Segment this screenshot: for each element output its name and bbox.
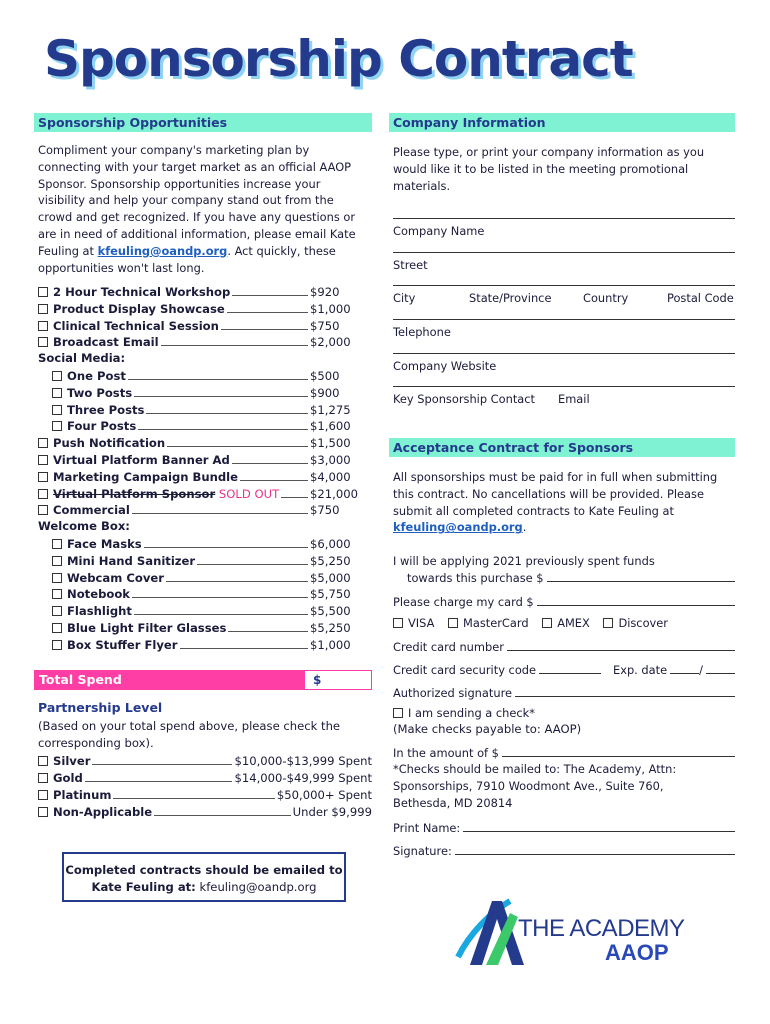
- applying-line2: towards this purchase $: [407, 571, 544, 585]
- item-2-price: $750: [310, 318, 340, 333]
- intro-email-link[interactable]: kfeuling@oandp.org: [97, 243, 228, 258]
- item2-0-label: [38, 436, 165, 450]
- auth-signature-row[interactable]: [393, 683, 735, 700]
- welcome-6-label: [52, 638, 178, 652]
- leader-line: [227, 312, 308, 313]
- total-spend-field[interactable]: $: [304, 670, 372, 690]
- welcome-4-text: Flashlight: [67, 604, 132, 619]
- item-1-price: $1,000: [310, 301, 351, 316]
- applying-amount-field[interactable]: [547, 581, 735, 582]
- discover-label: Discover: [618, 616, 668, 630]
- social-1-text: Two Posts: [67, 385, 133, 400]
- welcome-box-label: Welcome Box:: [38, 519, 130, 534]
- leader-line: [144, 547, 308, 548]
- social-1-checkbox[interactable]: [52, 388, 62, 398]
- print-name-label: Print Name:: [393, 821, 461, 835]
- partnership-level-1[interactable]: [38, 768, 372, 785]
- email-box-line1: Completed contracts should be emailed to: [65, 863, 343, 877]
- acceptance-text: All sponsorships must be paid for in full when submitting this contract. No cancellations will be provided. Please submit all completed contracts to Kate Feuling at kfeuling@oandp.org.: [393, 470, 718, 535]
- charge-label: Please charge my card $: [393, 595, 534, 609]
- signature-row[interactable]: [393, 841, 735, 858]
- contact-label: Key Sponsorship Contact: [393, 392, 535, 406]
- item-1-text: Product Display Showcase: [53, 301, 225, 316]
- item-1-checkbox[interactable]: [38, 304, 48, 314]
- country-label: Country: [583, 291, 629, 305]
- item-0-label: [38, 285, 230, 299]
- item2-0-text: Push Notification: [53, 436, 166, 451]
- leader-line: [180, 648, 308, 649]
- card-amex[interactable]: [542, 616, 590, 630]
- exp-date-label: Exp. date: [613, 663, 668, 677]
- welcome-1-text: Mini Hand Sanitizer: [67, 553, 196, 568]
- welcome-0-label: [52, 537, 142, 551]
- leader-line: [281, 497, 308, 498]
- partnership-note: (Based on your total spend above, please check the corresponding box).: [38, 719, 341, 750]
- welcome-5-checkbox[interactable]: [52, 623, 62, 633]
- welcome-5-label: [52, 621, 226, 635]
- logo-text-aaop: AAOP: [605, 940, 669, 965]
- email-box-email[interactable]: kfeuling@oandp.org: [199, 880, 317, 894]
- leader-line: [113, 798, 275, 799]
- auth-signature-label: Authorized signature: [393, 686, 513, 700]
- item-1-label: [38, 302, 225, 316]
- acceptance-body: All sponsorships must be paid for in full when submitting this contract. No cancellations will be provided. Please submit all completed contracts to Kate Feuling at: [393, 470, 718, 518]
- welcome-6-price: $1,000: [310, 637, 351, 652]
- partnership-level-range: $10,000-$13,999 Spent: [234, 754, 372, 768]
- telephone-line[interactable]: [393, 319, 735, 320]
- intro-paragraph: [38, 142, 368, 276]
- welcome-5[interactable]: [52, 618, 351, 635]
- welcome-6-checkbox[interactable]: [52, 640, 62, 650]
- social-1[interactable]: [52, 383, 348, 400]
- social-2-label: [52, 403, 144, 417]
- card-discover[interactable]: [603, 616, 668, 630]
- welcome-6[interactable]: [52, 635, 351, 652]
- partnership-level-text: Platinum: [53, 788, 112, 802]
- applying-row[interactable]: [407, 568, 735, 585]
- amex-checkbox[interactable]: [542, 618, 552, 628]
- item2-2-checkbox[interactable]: [38, 472, 48, 482]
- leader-line: [221, 329, 308, 330]
- welcome-6-text: Box Stuffer Flyer: [67, 637, 178, 652]
- website-line[interactable]: [393, 353, 735, 354]
- check-checkbox[interactable]: [393, 708, 403, 718]
- social-1-price: $900: [310, 385, 340, 400]
- card-options: [393, 616, 668, 630]
- item2-1-checkbox[interactable]: [38, 455, 48, 465]
- leader-line: [134, 614, 308, 615]
- welcome-4-checkbox[interactable]: [52, 606, 62, 616]
- welcome-2-text: Webcam Cover: [67, 570, 164, 585]
- social-2-text: Three Posts: [67, 402, 145, 417]
- partnership-checkbox[interactable]: [38, 756, 48, 766]
- website-label: Company Website: [393, 359, 497, 373]
- partnership-level-range: $14,000-$49,999 Spent: [234, 771, 372, 785]
- virtual-platform-sponsor-label: [38, 487, 279, 501]
- welcome-2-price: $5,000: [310, 570, 351, 585]
- welcome-0[interactable]: [52, 534, 351, 551]
- social-1-label: [52, 386, 132, 400]
- item-3-label: [38, 335, 159, 349]
- social-3-text: Four Posts: [67, 419, 137, 434]
- welcome-3-text: Notebook: [67, 587, 131, 602]
- welcome-1-label: [52, 554, 195, 568]
- item-3[interactable]: [38, 332, 351, 350]
- welcome-4[interactable]: [52, 601, 351, 619]
- item-3-checkbox[interactable]: [38, 337, 48, 347]
- partnership-level-text: Non-Applicable: [53, 805, 153, 819]
- item2-0-checkbox[interactable]: [38, 438, 48, 448]
- acceptance-email-link[interactable]: kfeuling@oandp.org: [393, 520, 523, 535]
- company-name-label: Company Name: [393, 224, 485, 238]
- amount-field[interactable]: [502, 756, 735, 757]
- partnership-level-label: [38, 771, 83, 785]
- discover-checkbox[interactable]: [603, 618, 613, 628]
- amount-label: In the amount of $: [393, 746, 499, 760]
- welcome-1-checkbox[interactable]: [52, 556, 62, 566]
- total-spend-label: Total Spend: [34, 670, 304, 690]
- leader-line: [85, 781, 233, 782]
- email-box-name: Kate Feuling at:: [91, 880, 196, 894]
- address-line[interactable]: [393, 285, 735, 286]
- partnership-level-range: Under $9,999: [292, 805, 372, 819]
- street-line[interactable]: [393, 252, 735, 253]
- leader-line: [232, 463, 308, 464]
- charge-amount-field[interactable]: [537, 605, 735, 606]
- item2-0-price: $1,500: [310, 436, 351, 451]
- leader-line: [132, 597, 308, 598]
- cc-security-row[interactable]: [393, 660, 601, 677]
- leader-line: [92, 764, 232, 765]
- item2-1-label: [38, 453, 230, 467]
- virtual-platform-sponsor-checkbox[interactable]: [38, 489, 48, 499]
- cc-number-label: Credit card number: [393, 640, 504, 654]
- intro-text: Compliment your company's marketing plan by connecting with your target market as an official AAOP Sponsor. Sponsorship opportunities increase your visibility and help your company stand out from the crowd and get recognized. If you have any questions or are in need of additional information, please email Kate Feuling at: [38, 143, 356, 258]
- exp-separator: /: [699, 663, 703, 677]
- charge-row[interactable]: [393, 592, 735, 609]
- item-0-price: $920: [310, 285, 340, 299]
- commercial[interactable]: [38, 500, 348, 517]
- email-label: Email: [558, 392, 590, 406]
- leader-line: [134, 396, 308, 397]
- intro-text-end: . Act quickly, these opportunities won't last long.: [38, 243, 336, 275]
- leader-line: [167, 446, 308, 447]
- postal-code-label: Postal Code: [667, 291, 734, 305]
- leader-line: [232, 295, 308, 296]
- partnership-level-text: Gold: [53, 771, 83, 785]
- welcome-2-checkbox[interactable]: [52, 573, 62, 583]
- contact-line[interactable]: [393, 386, 735, 387]
- welcome-5-text: Blue Light Filter Glasses: [67, 621, 227, 635]
- welcome-2-label: [52, 571, 164, 585]
- cc-number-row[interactable]: [393, 637, 735, 654]
- leader-line: [138, 429, 308, 430]
- city-label: City: [393, 291, 416, 305]
- email-instructions-box: [62, 852, 346, 902]
- welcome-4-price: $5,500: [310, 604, 351, 619]
- company-information-header: Company Information: [389, 113, 735, 132]
- virtual-platform-sponsor[interactable]: [38, 484, 358, 501]
- welcome-3-price: $5,750: [310, 587, 351, 602]
- applying-line1: I will be applying 2021 previously spent funds: [393, 554, 655, 568]
- item-2-label: [38, 319, 219, 333]
- partnership-level-title: Partnership Level: [38, 700, 163, 715]
- commercial-text: Commercial: [53, 503, 130, 518]
- item-1[interactable]: [38, 299, 351, 316]
- cc-security-field[interactable]: [539, 673, 601, 674]
- item-3-price: $2,000: [310, 335, 351, 350]
- social-0-price: $500: [310, 369, 340, 383]
- welcome-1[interactable]: [52, 551, 351, 568]
- partnership-checkbox[interactable]: [38, 807, 48, 817]
- leader-line: [154, 815, 291, 816]
- item-2-text: Clinical Technical Session: [53, 318, 219, 333]
- mail-note: *Checks should be mailed to: The Academy, Attn: Sponsorships, 7910 Woodmont Ave., Suite 760, Bethesda, MD 20814: [393, 762, 677, 810]
- signature-label: Signature:: [393, 844, 452, 858]
- social-0[interactable]: [52, 366, 348, 383]
- total-spend: [34, 670, 372, 690]
- welcome-2[interactable]: [52, 568, 351, 585]
- item2-2-price: $4,000: [310, 469, 351, 484]
- item2-1[interactable]: [38, 450, 351, 467]
- page-title: Sponsorship Contract: [44, 30, 633, 88]
- signature-field[interactable]: [455, 854, 735, 855]
- item2-1-text: Virtual Platform Banner Ad: [53, 453, 230, 467]
- street-label: Street: [393, 258, 428, 272]
- social-2-checkbox[interactable]: [52, 405, 62, 415]
- virtual-platform-sponsor-price: $21,000: [310, 486, 358, 501]
- virtual-platform-sponsor-text: Virtual Platform Sponsor: [53, 486, 216, 501]
- social-media-label: Social Media:: [38, 351, 126, 366]
- partnership-checkbox[interactable]: [38, 773, 48, 783]
- leader-line: [166, 581, 308, 582]
- telephone-label: Telephone: [393, 325, 451, 339]
- mastercard-checkbox[interactable]: [448, 618, 458, 628]
- partnership-level-label: [38, 754, 90, 768]
- social-2[interactable]: [52, 400, 351, 417]
- partnership-level-3[interactable]: [38, 802, 372, 819]
- amex-label: AMEX: [557, 616, 590, 630]
- check-row[interactable]: [393, 706, 535, 720]
- leader-line: [146, 413, 308, 414]
- social-0-checkbox[interactable]: [52, 371, 62, 381]
- leader-line: [161, 345, 308, 346]
- item-0-text: 2 Hour Technical Workshop: [53, 285, 231, 299]
- mastercard-label: MasterCard: [463, 616, 529, 630]
- logo-text-academy: THE ACADEMY: [518, 915, 685, 942]
- social-0-text: One Post: [67, 369, 126, 383]
- item2-2[interactable]: [38, 467, 351, 484]
- card-visa[interactable]: [393, 616, 434, 630]
- partnership-level-label: [38, 788, 111, 802]
- item2-2-label: [38, 470, 238, 484]
- commercial-price: $750: [310, 503, 340, 518]
- welcome-1-price: $5,250: [310, 553, 351, 568]
- acceptance-contract-header: Acceptance Contract for Sponsors: [389, 438, 735, 457]
- cc-security-label: Credit card security code: [393, 663, 537, 677]
- company-intro: Please type, or print your company information as you would like it to be listed in the meeting promotional materials.: [393, 145, 705, 193]
- item-2[interactable]: [38, 316, 348, 333]
- item-3-text: Broadcast Email: [53, 335, 159, 350]
- partnership-checkbox[interactable]: [38, 790, 48, 800]
- exp-date-row[interactable]: [613, 660, 735, 677]
- visa-checkbox[interactable]: [393, 618, 403, 628]
- commercial-checkbox[interactable]: [38, 505, 48, 515]
- sponsorship-opportunities-header: Sponsorship Opportunities: [34, 113, 372, 132]
- leader-line: [228, 631, 308, 632]
- leader-line: [240, 480, 308, 481]
- social-3-price: $1,600: [310, 419, 351, 434]
- item-0-checkbox[interactable]: [38, 287, 48, 297]
- item-0[interactable]: [38, 282, 348, 299]
- auth-signature-field[interactable]: [515, 696, 735, 697]
- print-name-row[interactable]: [393, 818, 735, 835]
- social-3-label: [52, 419, 136, 433]
- welcome-3[interactable]: [52, 584, 351, 602]
- welcome-0-text: Face Masks: [67, 537, 142, 551]
- state-label: State/Province: [469, 291, 552, 305]
- exp-month-field[interactable]: [670, 673, 699, 674]
- leader-line: [197, 564, 308, 565]
- print-name-field[interactable]: [463, 831, 735, 832]
- leader-line: [132, 513, 308, 514]
- item2-0[interactable]: [38, 433, 351, 451]
- exp-year-field[interactable]: [706, 673, 735, 674]
- social-3-checkbox[interactable]: [52, 421, 62, 431]
- welcome-0-price: $6,000: [310, 537, 351, 551]
- welcome-3-checkbox[interactable]: [52, 589, 62, 599]
- social-0-label: [52, 369, 126, 383]
- check-label: I am sending a check*: [408, 706, 535, 720]
- partnership-level-2[interactable]: [38, 785, 372, 802]
- cc-number-field[interactable]: [507, 650, 735, 651]
- partnership-level-text: Silver: [53, 754, 91, 768]
- card-mastercard[interactable]: [448, 616, 529, 630]
- welcome-3-label: [52, 587, 130, 601]
- social-2-price: $1,275: [310, 402, 351, 417]
- item2-1-price: $3,000: [310, 453, 351, 467]
- welcome-0-checkbox[interactable]: [52, 539, 62, 549]
- welcome-5-price: $5,250: [310, 621, 351, 635]
- leader-line: [128, 379, 308, 380]
- social-3[interactable]: [52, 416, 351, 434]
- sold-out-badge: SOLD OUT: [215, 486, 280, 501]
- partnership-level-label: [38, 805, 152, 819]
- welcome-4-label: [52, 604, 132, 618]
- commercial-label: [38, 503, 130, 517]
- item2-2-text: Marketing Campaign Bundle: [53, 469, 239, 484]
- partnership-level-0[interactable]: [38, 751, 372, 768]
- partnership-level-range: $50,000+ Spent: [276, 788, 372, 802]
- visa-label: VISA: [408, 616, 435, 630]
- item-2-checkbox[interactable]: [38, 321, 48, 331]
- amount-row[interactable]: [393, 743, 735, 760]
- check-payable: (Make checks payable to: AAOP): [393, 722, 582, 736]
- company-name-line[interactable]: [393, 218, 735, 219]
